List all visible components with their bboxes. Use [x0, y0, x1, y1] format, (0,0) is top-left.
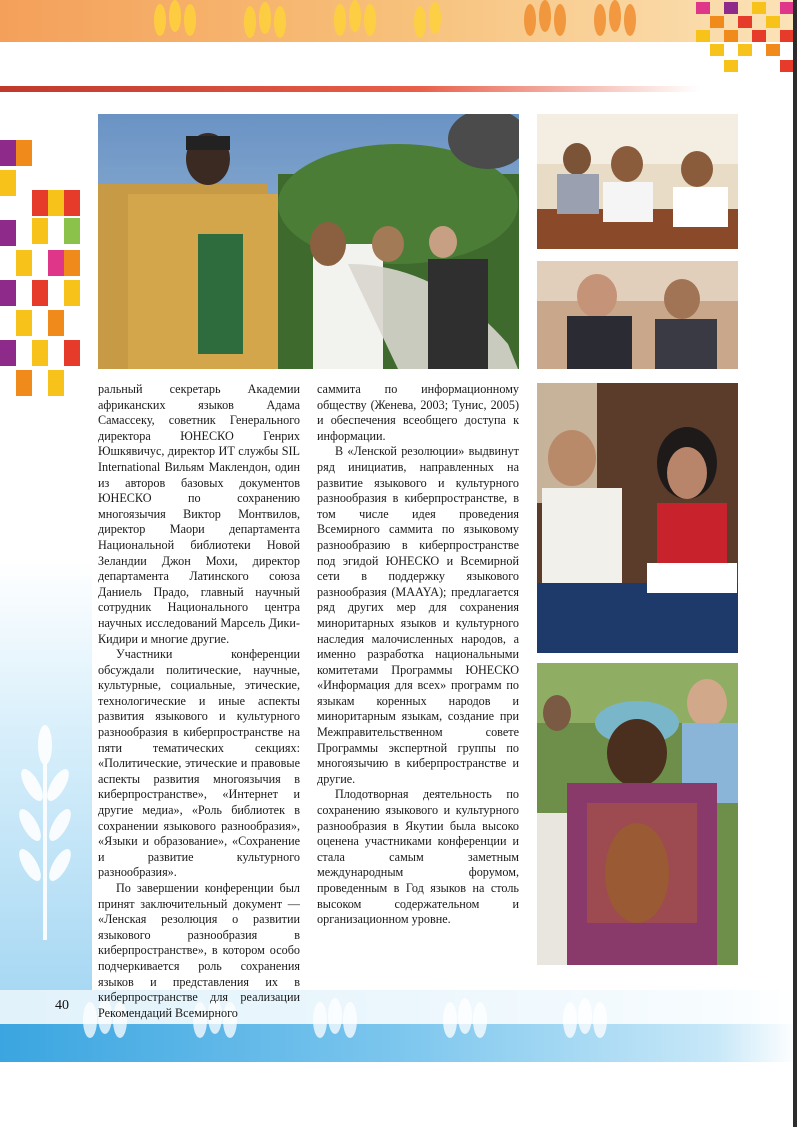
paragraph: В «Ленской резолюции» выдвинут ряд инициатив, направленных на развитие языкового и культурного разнообразия в киберпространстве, в том числе идея проведения Всемирного саммита по языковому разнообразию в киберпространстве под эгидой ЮНЕСКО и Всемирной сети в поддержку языкового разнообразия (MAAYA); предлагается ряд других мер для сохранения миноритарных языков и культурного наследия малочисленных народов, а именно разработка национальными комитетами Программы ЮНЕСКО «Информация для всех» программ по языкам коренных народов и миноритарным языкам, создание при Межправительственном совете Программы экспертной группы по многоязычию в киберпространстве и другие.	[317, 444, 519, 786]
red-divider-rule	[0, 86, 700, 92]
paragraph: По завершении конференции был принят заключительный документ — «Ленская резолюция о развитии языкового разнообразия в киберпространстве», в котором особо подчеркивается роль сохранения языков и представления их в киберпространстве для реализации Рекомендаций Всемирного	[98, 881, 300, 1020]
page-number: 40	[55, 998, 69, 1013]
paragraph: саммита по информационному обществу (Женева, 2003; Тунис, 2005) и обеспечения всеобщего доступа к информации.	[317, 382, 519, 443]
photo-women-at-table	[537, 114, 738, 249]
paragraph: Участники конференции обсуждали политические, научные, культурные, социальные, этические, технологические и иные аспекты развития языкового и культурного разнообразия в киберпространстве на пяти тематических секциях: «Политические, этические и правовые аспекты развития многоязычия в киберпространстве», «Интернет и другие медиа», «Роль библиотек в сохранении языкового разнообразия», «Языки и образование», «Сохранение и развитие культурного разнообразия».	[98, 647, 300, 880]
page-edge	[793, 0, 797, 1127]
photo-presidium	[537, 261, 738, 369]
photo-speaker-with-microphone	[537, 383, 738, 653]
photo-man-with-pot	[537, 663, 738, 965]
pixel-mosaic-left	[0, 100, 92, 410]
wheat-pattern-top	[0, 0, 797, 42]
article-column-1	[98, 382, 300, 1021]
article-column-2	[317, 382, 519, 928]
paragraph: Плодотворная деятельность по сохранению языкового и культурного разнообразия в Якутии была высоко оценена участниками конференции и стала самым заметным международным форумом, проведенным в Год языков на столь высоком содержательном и организационном уровне.	[317, 787, 519, 927]
top-decorative-band	[0, 0, 797, 42]
paragraph: ральный секретарь Академии африканских языков Адама Самассеку, советник Генерального директора ЮНЕСКО Генрих Юшкявичус, директор ИТ службы SIL International Вильям Маклендон, один из авторов базовых документов ЮНЕСКО по сохранению многоязычия Виктор Монтвилов, директор Маори департамента Национальной библиотеки Новой Зеландии Джон Мохи, директор департамента Латинского союза Даниель Прадо, главный научный сотрудник Национального центра научных исследований Марсель Дики-Кидири и многие другие.	[98, 382, 300, 646]
main-photo	[98, 114, 519, 369]
blue-wheat-decoration	[0, 560, 92, 990]
pixel-mosaic-top-right	[694, 0, 797, 80]
